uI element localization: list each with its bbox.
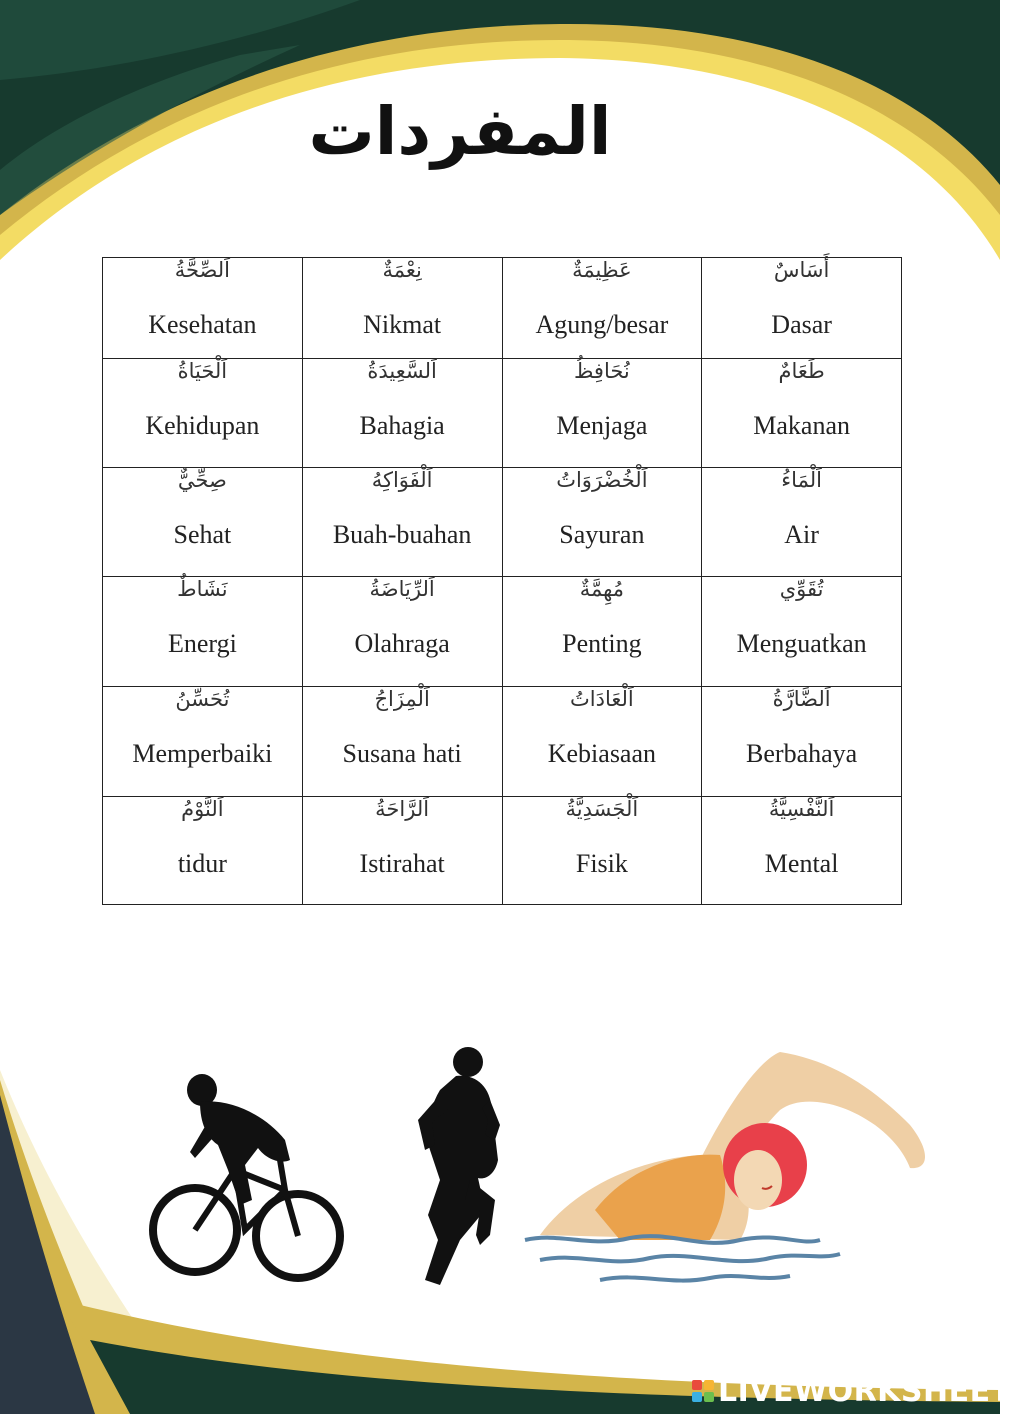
indonesian-meaning: Nikmat bbox=[363, 310, 442, 339]
table-row bbox=[103, 359, 902, 468]
indonesian-meaning: Energi bbox=[167, 629, 237, 658]
vocabulary-cell bbox=[702, 258, 902, 359]
logo-square bbox=[692, 1380, 702, 1390]
water-wave-1 bbox=[525, 1236, 820, 1243]
water-wave-2 bbox=[540, 1254, 840, 1261]
vocabulary-cell bbox=[702, 359, 902, 468]
liveworksheets-logo bbox=[692, 1374, 1034, 1408]
logo-square bbox=[704, 1392, 714, 1402]
vocabulary-cell bbox=[702, 577, 902, 687]
indonesian-meaning: Olahraga bbox=[354, 629, 450, 658]
arabic-word: اَلْفَوَاكِهُ bbox=[371, 468, 433, 492]
vocabulary-cell bbox=[702, 797, 902, 905]
indonesian-meaning: Kebiasaan bbox=[547, 739, 657, 768]
indonesian-meaning: Susana hati bbox=[342, 739, 462, 768]
vocabulary-cell bbox=[302, 797, 502, 905]
vocabulary-cell bbox=[502, 577, 702, 687]
arabic-word: اَلْحَيَاةُ bbox=[177, 359, 228, 383]
table-row bbox=[103, 258, 902, 359]
arabic-word: نَشَاطٌ bbox=[177, 577, 228, 601]
vocabulary-cell bbox=[302, 468, 502, 577]
vocabulary-table bbox=[102, 257, 902, 905]
indonesian-meaning: Mental bbox=[764, 849, 839, 878]
arabic-word: اَلنَّفْسِيَّةُ bbox=[768, 797, 835, 821]
arabic-word: اَلرِّيَاضَةُ bbox=[369, 577, 435, 601]
indonesian-meaning: Buah-buahan bbox=[332, 520, 472, 549]
runner-head bbox=[453, 1047, 483, 1077]
indonesian-meaning: Makanan bbox=[753, 411, 850, 440]
arabic-word: اَلصِّحَّةُ bbox=[174, 258, 230, 282]
indonesian-meaning: Dasar bbox=[771, 310, 832, 339]
vocabulary-cell bbox=[103, 577, 303, 687]
logo-square bbox=[704, 1380, 714, 1390]
vocabulary-cell bbox=[103, 468, 303, 577]
vocabulary-cell bbox=[103, 359, 303, 468]
swimmer-face bbox=[734, 1150, 782, 1210]
indonesian-meaning: Sayuran bbox=[559, 520, 645, 549]
table-row bbox=[103, 797, 902, 905]
swimmer-suit bbox=[595, 1155, 725, 1240]
indonesian-meaning: Air bbox=[784, 520, 819, 549]
indonesian-meaning: Fisik bbox=[575, 849, 628, 878]
arabic-word: مُهِمَّةٌ bbox=[579, 577, 625, 601]
vocabulary-cell bbox=[502, 258, 702, 359]
arabic-word: اَلْجَسَدِيَّةُ bbox=[565, 797, 639, 821]
indonesian-meaning: Memperbaiki bbox=[132, 739, 273, 768]
cyclist-head bbox=[187, 1074, 217, 1106]
table-row bbox=[103, 687, 902, 797]
logo-mark-icon bbox=[692, 1380, 714, 1402]
indonesian-meaning: Bahagia bbox=[359, 411, 445, 440]
arabic-word: اَلسَّعِيدَةُ bbox=[367, 359, 437, 383]
runner-silhouette bbox=[418, 1047, 500, 1285]
arabic-word: طَعَامٌ bbox=[778, 359, 825, 383]
table-row bbox=[103, 468, 902, 577]
arabic-word: اَلضَّارَّةُ bbox=[772, 687, 831, 711]
vocabulary-cell bbox=[302, 258, 502, 359]
logo-square bbox=[692, 1392, 702, 1402]
indonesian-meaning: tidur bbox=[177, 849, 227, 878]
indonesian-meaning: Kehidupan bbox=[145, 411, 260, 440]
logo-text: LIVEWORKSHEETS bbox=[718, 1373, 1034, 1409]
vocabulary-cell bbox=[103, 258, 303, 359]
arabic-word: اَلرَّاحَةُ bbox=[375, 797, 430, 821]
vocabulary-cell bbox=[502, 797, 702, 905]
arabic-word: اَلنَّوْمُ bbox=[181, 797, 224, 821]
arabic-word: نُحَافِظُ bbox=[573, 359, 630, 383]
table-row bbox=[103, 577, 902, 687]
vocabulary-cell bbox=[502, 687, 702, 797]
arabic-word: تُحَسِّنُ bbox=[175, 687, 230, 711]
arabic-word: تُقَوِّي bbox=[779, 577, 824, 601]
arabic-word: اَلْخُضْرَوَاتُ bbox=[556, 468, 648, 492]
arabic-word: اَلْمِزَاجُ bbox=[374, 687, 430, 711]
swimmer bbox=[525, 1052, 925, 1281]
arabic-word: نِعْمَةٌ bbox=[382, 258, 422, 282]
arabic-word: صِحِّيٌّ bbox=[177, 468, 227, 492]
vocabulary-cell bbox=[502, 359, 702, 468]
vocabulary-cell bbox=[103, 797, 303, 905]
arabic-word: اَلْعَادَاتُ bbox=[570, 687, 634, 711]
indonesian-meaning: Berbahaya bbox=[746, 739, 858, 768]
vocabulary-cell bbox=[302, 687, 502, 797]
page-title: المفردات bbox=[308, 93, 612, 170]
indonesian-meaning: Sehat bbox=[173, 520, 232, 549]
indonesian-meaning: Menguatkan bbox=[736, 629, 867, 658]
arabic-word: اَلْمَاءُ bbox=[781, 468, 822, 492]
indonesian-meaning: Menjaga bbox=[556, 411, 648, 440]
indonesian-meaning: Istirahat bbox=[359, 849, 445, 878]
vocabulary-cell bbox=[302, 359, 502, 468]
cyclist-silhouette bbox=[153, 1074, 340, 1278]
indonesian-meaning: Penting bbox=[562, 629, 642, 658]
sports-illustrations bbox=[140, 1040, 940, 1300]
vocabulary-cell bbox=[302, 577, 502, 687]
water-wave-3 bbox=[600, 1276, 790, 1281]
vocabulary-cell bbox=[702, 468, 902, 577]
indonesian-meaning: Kesehatan bbox=[148, 310, 257, 339]
indonesian-meaning: Agung/besar bbox=[535, 310, 669, 339]
vocabulary-cell bbox=[103, 687, 303, 797]
vocabulary-cell bbox=[702, 687, 902, 797]
vocabulary-cell bbox=[502, 468, 702, 577]
arabic-word: عَظِيمَةٌ bbox=[572, 258, 632, 282]
arabic-word: أَسَاسٌ bbox=[773, 258, 830, 282]
